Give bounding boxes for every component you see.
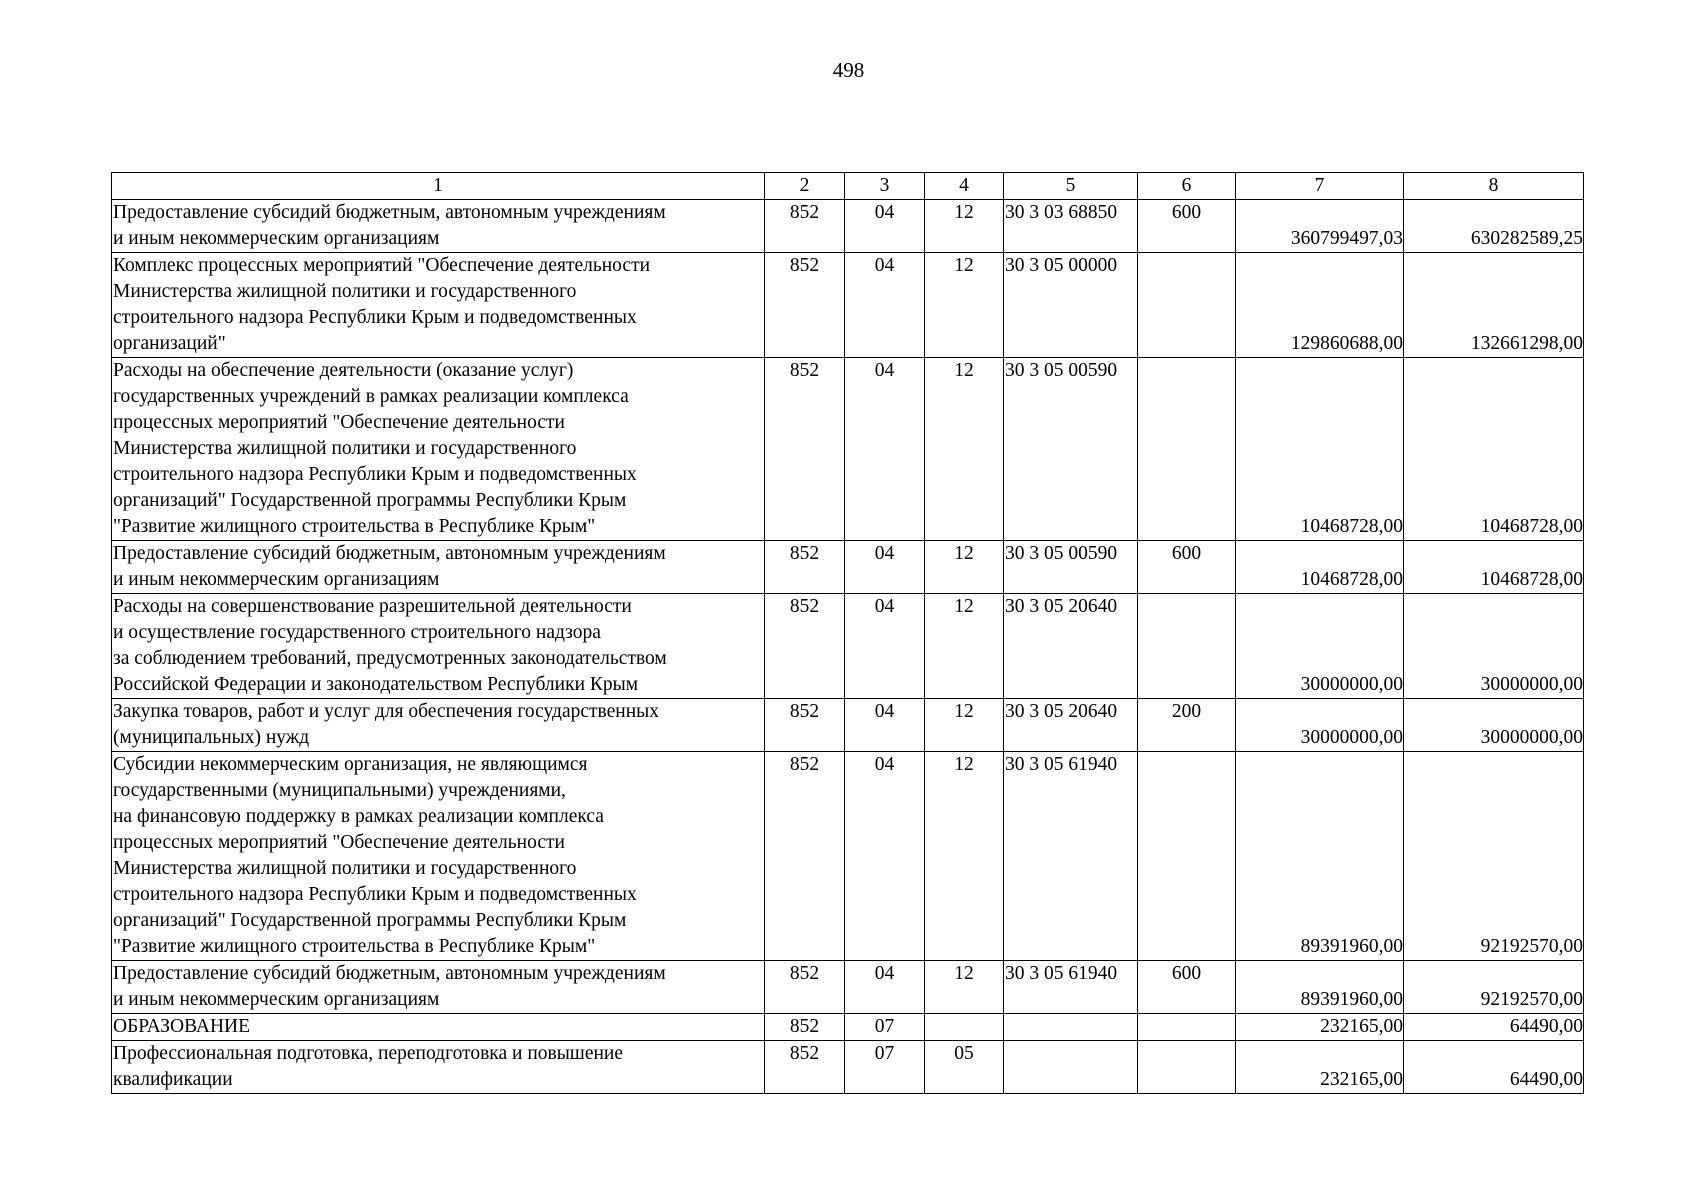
row-name: Расходы на обеспечение деятельности (оказание услуг) государственных учреждений в рамках реализации комплекса процессных мероприятий "Обеспечение деятельности Министерства жилищной политики и государственного строительного надзора Республики Крым и подведомственных организаций" Государственной программы Республики Крым "Развитие жилищного строительства в Республике Крым" [112, 358, 765, 541]
row-target-article: 30 3 05 20640 [1004, 594, 1138, 699]
row-ved: 852 [765, 200, 845, 253]
row-subsection: 12 [925, 358, 1004, 541]
row-target-article [1004, 1041, 1138, 1094]
table-row [112, 200, 1584, 253]
row-expense-type [1138, 253, 1236, 358]
table-row [112, 961, 1584, 1014]
table-row [112, 594, 1584, 699]
table-row [112, 699, 1584, 752]
row-expense-type: 600 [1138, 200, 1236, 253]
row-subsection [925, 1014, 1004, 1041]
row-ved: 852 [765, 1041, 845, 1094]
table-row [112, 253, 1584, 358]
row-amount-year-1: 129860688,00 [1236, 253, 1404, 358]
row-amount-year-2: 132661298,00 [1404, 253, 1584, 358]
column-header-4: 4 [925, 173, 1004, 200]
row-section: 04 [845, 200, 925, 253]
row-target-article: 30 3 03 68850 [1004, 200, 1138, 253]
page-number: 498 [832, 58, 865, 82]
row-amount-year-1: 10468728,00 [1236, 541, 1404, 594]
row-amount-year-1: 89391960,00 [1236, 961, 1404, 1014]
table-row [112, 752, 1584, 961]
column-header-5: 5 [1004, 173, 1138, 200]
row-amount-year-1: 360799497,03 [1236, 200, 1404, 253]
row-ved: 852 [765, 699, 845, 752]
row-target-article: 30 3 05 20640 [1004, 699, 1138, 752]
row-amount-year-1: 10468728,00 [1236, 358, 1404, 541]
budget-table [111, 172, 1584, 1094]
row-ved: 852 [765, 594, 845, 699]
row-section: 04 [845, 358, 925, 541]
row-target-article: 30 3 05 61940 [1004, 752, 1138, 961]
row-section: 04 [845, 752, 925, 961]
row-amount-year-2: 92192570,00 [1404, 752, 1584, 961]
column-header-6: 6 [1138, 173, 1236, 200]
row-expense-type [1138, 358, 1236, 541]
row-amount-year-2: 30000000,00 [1404, 699, 1584, 752]
row-subsection: 05 [925, 1041, 1004, 1094]
table-header-row [112, 173, 1584, 200]
table-row [112, 1041, 1584, 1094]
column-header-8: 8 [1404, 173, 1584, 200]
table-row [112, 358, 1584, 541]
row-name: Закупка товаров, работ и услуг для обеспечения государственных (муниципальных) нужд [112, 699, 765, 752]
row-expense-type [1138, 1041, 1236, 1094]
row-ved: 852 [765, 358, 845, 541]
column-header-2: 2 [765, 173, 845, 200]
row-subsection: 12 [925, 594, 1004, 699]
row-ved: 852 [765, 1014, 845, 1041]
row-target-article: 30 3 05 00590 [1004, 358, 1138, 541]
table-row [112, 1014, 1584, 1041]
row-expense-type [1138, 594, 1236, 699]
row-name: Субсидии некоммерческим организация, не являющимся государственными (муниципальными) учреждениями, на финансовую поддержку в рамках реализации комплекса процессных мероприятий "Обеспечение деятельности Министерства жилищной политики и государственного строительного надзора Республики Крым и подведомственных организаций" Государственной программы Республики Крым "Развитие жилищного строительства в Республике Крым" [112, 752, 765, 961]
row-name: Предоставление субсидий бюджетным, автономным учреждениям и иным некоммерческим организациям [112, 541, 765, 594]
row-expense-type [1138, 1014, 1236, 1041]
row-subsection: 12 [925, 541, 1004, 594]
row-name: Комплекс процессных мероприятий "Обеспечение деятельности Министерства жилищной политики и государственного строительного надзора Республики Крым и подведомственных организаций" [112, 253, 765, 358]
row-name: Предоставление субсидий бюджетным, автономным учреждениям и иным некоммерческим организациям [112, 961, 765, 1014]
row-amount-year-1: 232165,00 [1236, 1014, 1404, 1041]
row-expense-type [1138, 752, 1236, 961]
row-subsection: 12 [925, 699, 1004, 752]
row-subsection: 12 [925, 200, 1004, 253]
row-subsection: 12 [925, 752, 1004, 961]
row-subsection: 12 [925, 253, 1004, 358]
column-header-7: 7 [1236, 173, 1404, 200]
row-amount-year-2: 64490,00 [1404, 1014, 1584, 1041]
table-row [112, 541, 1584, 594]
row-ved: 852 [765, 541, 845, 594]
column-header-3: 3 [845, 173, 925, 200]
row-amount-year-2: 630282589,25 [1404, 200, 1584, 253]
row-amount-year-1: 89391960,00 [1236, 752, 1404, 961]
row-target-article: 30 3 05 00000 [1004, 253, 1138, 358]
row-amount-year-2: 10468728,00 [1404, 541, 1584, 594]
row-section: 04 [845, 594, 925, 699]
row-name: Профессиональная подготовка, переподготовка и повышение квалификации [112, 1041, 765, 1094]
row-expense-type: 600 [1138, 541, 1236, 594]
row-section: 04 [845, 961, 925, 1014]
row-section: 04 [845, 541, 925, 594]
row-ved: 852 [765, 961, 845, 1014]
row-subsection: 12 [925, 961, 1004, 1014]
row-name: Расходы на совершенствование разрешительной деятельности и осуществление государственного строительного надзора за соблюдением требований, предусмотренных законодательством Российской Федерации и законодательством Республики Крым [112, 594, 765, 699]
row-section: 04 [845, 253, 925, 358]
row-ved: 852 [765, 253, 845, 358]
row-amount-year-1: 30000000,00 [1236, 594, 1404, 699]
row-amount-year-2: 92192570,00 [1404, 961, 1584, 1014]
row-section: 07 [845, 1014, 925, 1041]
row-target-article [1004, 1014, 1138, 1041]
row-target-article: 30 3 05 61940 [1004, 961, 1138, 1014]
column-header-1: 1 [112, 173, 765, 200]
row-expense-type: 200 [1138, 699, 1236, 752]
row-amount-year-2: 64490,00 [1404, 1041, 1584, 1094]
row-amount-year-1: 232165,00 [1236, 1041, 1404, 1094]
row-amount-year-2: 10468728,00 [1404, 358, 1584, 541]
row-ved: 852 [765, 752, 845, 961]
row-name: ОБРАЗОВАНИЕ [112, 1014, 765, 1041]
row-section: 07 [845, 1041, 925, 1094]
row-expense-type: 600 [1138, 961, 1236, 1014]
row-target-article: 30 3 05 00590 [1004, 541, 1138, 594]
row-amount-year-2: 30000000,00 [1404, 594, 1584, 699]
row-amount-year-1: 30000000,00 [1236, 699, 1404, 752]
row-section: 04 [845, 699, 925, 752]
row-name: Предоставление субсидий бюджетным, автономным учреждениям и иным некоммерческим организациям [112, 200, 765, 253]
